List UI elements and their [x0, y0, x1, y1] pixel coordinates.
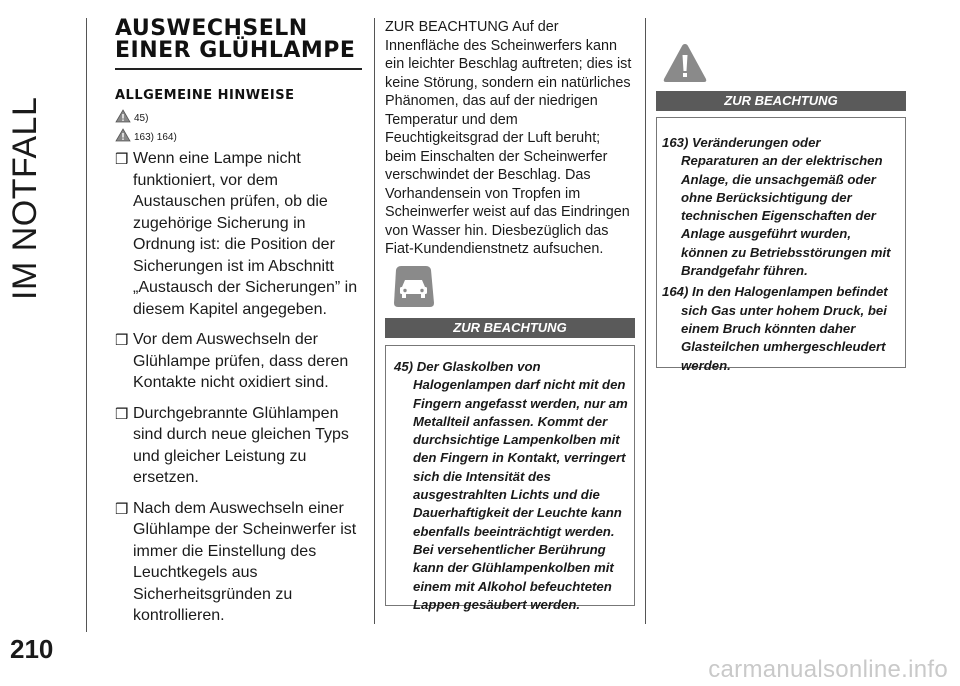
warning-reference-2: [115, 128, 367, 142]
margin-divider: [86, 18, 87, 632]
note-item: 45) Der Glaskolben von Halogenlampen darf nicht mit den Fingern angefasst werden, nur am Metallteil anfassen. Kommt der durchsichtige Lampenkolben mit den Fingern in Kontakt, verringert sich die Intensität des ausgestrahlten Lichts und die Dauerhaftigkeit der Leuchte kann ebenfalls beeinträchtigt werden. Bei versehentlicher Berührung kann der Glühlampenkolben mit einem mit Alkohol befeuchteten Lappen gesäubert werden.: [394, 359, 628, 612]
column-divider-1: [374, 18, 375, 624]
checkbox-bullet-icon: ❒: [115, 500, 129, 518]
note-item: 164) In den Halogenlampen befindet sich Gas unter hohem Druck, bei einem Bruch könnten daher Glasteilchen umhergeschleudert werden.: [662, 284, 888, 373]
list-item: ❒ Durchgebrannte Glühlampen sind durch neue gleichen Typs und gleicher Leistung zu ersetzen.: [115, 404, 349, 486]
car-skid-icon: [393, 263, 435, 309]
warning-reference-1: [115, 109, 367, 123]
list-item: ❒ Wenn eine Lampe nicht funktioniert, vor dem Austauschen prüfen, ob die zugehörige Sicherung in Ordnung ist: die Position der Sicherungen ist im Abschnitt „Austausch der Sicherungen” in diesem Kapitel angegeben.: [115, 150, 358, 318]
column-condensation-note: [385, 18, 635, 259]
ref-number: 45): [134, 112, 149, 124]
bullet-list: [115, 148, 367, 627]
section-side-title: IM NOTFALL: [6, 96, 44, 300]
note-box: [385, 345, 635, 612]
checkbox-bullet-icon: ❒: [115, 332, 129, 349]
heading-rule: [115, 68, 362, 70]
column-divider-2: [645, 18, 646, 624]
column-general-notes: [115, 18, 367, 636]
heading-line-2: EINER GLÜHLAMPE: [115, 38, 356, 63]
heading-line-1: AUSWECHSELN: [115, 16, 308, 41]
list-item: ❒ Vor dem Auswechseln der Glühlampe prüfen, dass deren Kontakte nicht oxidiert sind.: [115, 331, 349, 391]
page-number: 210: [10, 634, 54, 664]
note-title-bar: ZUR BEACHTUNG: [385, 318, 635, 338]
small-warning-icon: [115, 128, 131, 142]
note-title-bar: ZUR BEACHTUNG: [656, 91, 906, 111]
warning-triangle-icon: [662, 42, 708, 84]
checkbox-bullet-icon: ❒: [115, 405, 129, 423]
small-warning-icon: [115, 109, 131, 123]
condensation-paragraph: ZUR BEACHTUNG Auf der Innenfläche des Scheinwerfers kann ein leichter Beschlag auftreten; dies ist keine Störung, sondern ein natürliches Phänomen, das auf der niedrigen Temperatur und dem Feuchtigkeitsgrad der Luft beruht; beim Einschalten der Scheinwerfer verschwindet der Beschlag. Das Vorhandensein von Tropfen im Scheinwerfer weist auf das Eindringen von Wasser hin. Diesbezüglich das Fiat-Kundendienstnetz aufsuchen.: [385, 19, 632, 257]
list-item: ❒ Nach dem Auswechseln einer Glühlampe der Scheinwerfer ist immer die Einstellung des Leuchtkegels aus Sicherheitsgründen zu kontrollieren.: [115, 499, 357, 624]
ref-number: 163) 164): [134, 131, 177, 143]
note-box: [656, 117, 906, 373]
subheading: ALLGEMEINE HINWEISE: [115, 88, 295, 103]
watermark: carmanualsonline.info: [708, 656, 948, 683]
checkbox-bullet-icon: ❒: [115, 151, 129, 168]
note-item: 163) Veränderungen oder Reparaturen an der elektrischen Anlage, die unsachgemäß oder ohne Berücksichtigung der technischen Eigenschaften der Anlage ausgeführt wurden, können zu Betriebsstörungen mit Brandgefahr führen.: [662, 135, 891, 279]
